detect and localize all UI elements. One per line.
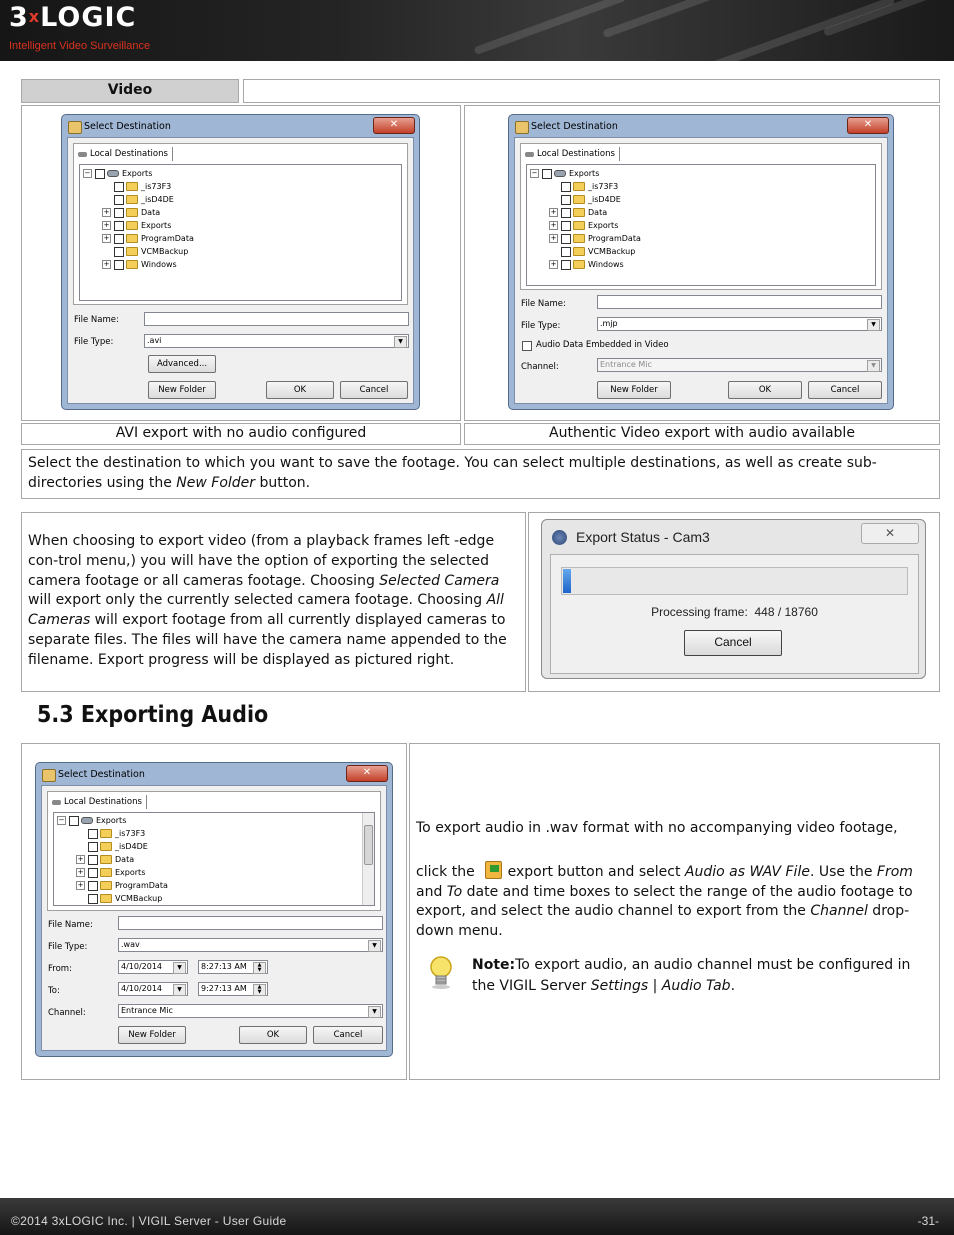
destination-tree[interactable] (53, 812, 375, 906)
folder-icon (100, 868, 112, 877)
folder-icon (100, 842, 112, 851)
checkbox[interactable] (561, 182, 571, 192)
file-type-select[interactable]: .mjp ▼ (597, 317, 882, 331)
tree-node-root[interactable]: − Exports (531, 169, 600, 178)
checkbox[interactable] (561, 195, 571, 205)
page-footer (0, 1198, 954, 1235)
progress-bar (561, 567, 908, 595)
chevron-down-icon: ▼ (173, 962, 186, 974)
tree-node[interactable]: VCMBackup (114, 245, 188, 258)
tree-node[interactable]: _isD4DE (114, 193, 174, 206)
export-status-title: Export Status - Cam3 (576, 529, 710, 545)
folder-icon (515, 121, 529, 134)
cancel-button[interactable]: Cancel (684, 630, 782, 656)
folder-icon (573, 182, 585, 191)
ok-button[interactable]: OK (266, 381, 334, 399)
checkbox[interactable] (561, 208, 571, 218)
from-date-picker[interactable]: 4/10/2014 ▼ (118, 960, 188, 974)
checkbox[interactable] (88, 855, 98, 865)
tree-node[interactable]: + Exports (77, 868, 146, 877)
page-number: -31- (917, 1214, 939, 1228)
checkbox[interactable] (88, 842, 98, 852)
folder-icon (126, 260, 138, 269)
dialog-title: Select Destination (513, 118, 618, 136)
section-title: 5.3 Exporting Audio (37, 702, 269, 728)
tree-node[interactable]: _isD4DE (88, 840, 148, 853)
folder-icon (573, 208, 585, 217)
file-name-label: File Name: (74, 315, 119, 325)
from-label: From: (48, 964, 72, 974)
checkbox[interactable] (561, 247, 571, 257)
chevron-down-icon: ▼ (394, 336, 407, 348)
logo: 3xLOGIC (9, 2, 137, 33)
chevron-down-icon: ▼ (173, 984, 186, 996)
to-date-picker[interactable]: 4/10/2014 ▼ (118, 982, 188, 996)
checkbox[interactable] (114, 260, 124, 270)
caption-avi: AVI export with no audio configured (21, 423, 461, 445)
checkbox[interactable] (88, 868, 98, 878)
drive-icon (525, 152, 534, 157)
tree-node[interactable]: + Data (103, 208, 161, 217)
tree-node[interactable]: + ProgramData (77, 881, 168, 890)
chevron-down-icon: ▼ (368, 940, 381, 952)
channel-label: Channel: (48, 1008, 86, 1018)
checkbox[interactable] (114, 234, 124, 244)
spinner-arrows-icon: ▲ ▼ (253, 962, 266, 974)
select-destination-dialog-wav (35, 762, 393, 1057)
checkbox[interactable] (114, 247, 124, 257)
tree-node[interactable]: _is73F3 (88, 827, 145, 840)
processing-status: Processing frame: 448 / 18760 (651, 605, 818, 619)
drive-icon (78, 152, 87, 157)
select-destination-dialog-avi (61, 114, 420, 410)
folder-icon (100, 894, 112, 903)
progress-fill (563, 569, 571, 593)
folder-icon (126, 247, 138, 256)
checkbox[interactable] (114, 221, 124, 231)
folder-icon (573, 234, 585, 243)
folder-icon (68, 121, 82, 134)
tree-node-root[interactable]: − Exports (84, 169, 153, 178)
tree-node[interactable]: _isD4DE (561, 193, 621, 206)
folder-icon (100, 829, 112, 838)
tree-node[interactable]: + Data (77, 855, 135, 864)
tree-node[interactable]: VCMBackup (88, 892, 162, 905)
tree-node[interactable]: + Exports (103, 221, 172, 230)
checkbox[interactable] (88, 829, 98, 839)
audio-text-paragraph: click the export button and select Audio as WAV File. Use the From and To date and time boxes to select the range of the audio footage to export, and select the audio channel to export from the Channel drop-down menu. (416, 859, 934, 942)
select-destination-dialog-authentic (508, 114, 894, 410)
file-name-label: File Name: (521, 299, 566, 309)
cancel-button[interactable]: Cancel (808, 381, 882, 399)
tree-node[interactable]: _is73F3 (561, 180, 618, 193)
tree-node[interactable]: + Windows (103, 260, 177, 269)
drive-icon (554, 170, 566, 177)
folder-icon (573, 221, 585, 230)
scrollbar[interactable] (362, 813, 374, 905)
folder-icon (573, 260, 585, 269)
footer-text: ©2014 3xLOGIC Inc. | VIGIL Server - User Guide (11, 1214, 287, 1228)
tree-node[interactable]: _is73F3 (114, 180, 171, 193)
tab-local-destinations[interactable]: Local Destinations (523, 147, 620, 161)
chevron-down-icon: ▼ (368, 1006, 381, 1018)
export-audio-icon (483, 859, 503, 879)
description-select-destination: Select the destination to which you want to save the footage. You can select multiple destinations, as well as create sub-directories using the New Folder button. (21, 449, 940, 499)
table-header-video: Video (21, 79, 239, 103)
cancel-button[interactable]: Cancel (313, 1026, 383, 1044)
folder-icon (126, 195, 138, 204)
file-type-select[interactable]: .avi ▼ (144, 334, 409, 348)
close-button[interactable]: ✕ (373, 117, 415, 134)
file-type-label: File Type: (521, 321, 561, 331)
dialog-title: Select Destination (66, 118, 171, 136)
audio-embedded-label: Audio Data Embedded in Video (536, 340, 669, 350)
destination-tree[interactable] (526, 164, 876, 286)
checkbox[interactable] (542, 169, 552, 179)
export-status-dialog (541, 519, 926, 679)
to-label: To: (48, 986, 60, 996)
destination-tree[interactable] (79, 164, 402, 301)
chevron-down-icon: ▼ (867, 360, 880, 372)
file-type-label: File Type: (48, 942, 88, 952)
export-video-text: When choosing to export video (from a playback frames left -edge con-trol menu,) you will have the option of exporting the selected camera footage or all cameras footage. Choosing Selected Camera will export only the currently selected camera footage. Choosing All Cameras will export footage from all currently displayed cameras to separate files. The files will have the camera name appended to the filename. Export progress will be displayed as pictured right. (28, 533, 507, 668)
folder-icon (126, 234, 138, 243)
channel-select[interactable]: Entrance Mic ▼ (118, 1004, 383, 1018)
channel-select[interactable]: Entrance Mic ▼ (597, 358, 882, 372)
chevron-down-icon: ▼ (867, 319, 880, 331)
folder-icon (126, 182, 138, 191)
tree-node[interactable]: + ProgramData (550, 234, 641, 243)
tree-node[interactable]: + Exports (550, 221, 619, 230)
folder-icon (573, 195, 585, 204)
close-button[interactable]: ✕ (861, 523, 919, 544)
close-button[interactable]: ✕ (847, 117, 889, 134)
logo-tagline: Intelligent Video Surveillance (9, 40, 151, 52)
file-name-input[interactable] (144, 312, 409, 326)
drive-icon (81, 817, 93, 824)
folder-icon (42, 769, 56, 782)
checkbox[interactable] (114, 182, 124, 192)
checkbox[interactable] (114, 195, 124, 205)
file-type-select[interactable]: .wav ▼ (118, 938, 383, 952)
checkbox[interactable] (88, 881, 98, 891)
to-time-spinner[interactable]: 9:27:13 AM ▲ ▼ (198, 982, 268, 996)
file-name-input[interactable] (597, 295, 882, 309)
dialog-title: Select Destination (40, 766, 145, 784)
new-folder-button[interactable]: New Folder (148, 381, 216, 399)
tab-local-destinations[interactable]: Local Destinations (50, 795, 147, 809)
caption-authentic: Authentic Video export with audio available (464, 423, 940, 445)
lightbulb-icon (427, 954, 455, 990)
new-folder-button[interactable]: New Folder (118, 1026, 186, 1044)
checkbox[interactable] (561, 221, 571, 231)
folder-icon (100, 855, 112, 864)
drive-icon (107, 170, 119, 177)
audio-text-line1: To export audio in .wav format with no accompanying video footage, (416, 820, 898, 836)
audio-embedded-checkbox[interactable] (522, 341, 532, 351)
advanced-button[interactable]: Advanced... (148, 355, 216, 373)
scrollbar-thumb[interactable] (364, 825, 373, 865)
new-folder-button[interactable]: New Folder (597, 381, 671, 399)
checkbox[interactable] (69, 816, 79, 826)
folder-icon (100, 881, 112, 890)
file-name-label: File Name: (48, 920, 93, 930)
checkbox[interactable] (561, 260, 571, 270)
export-icon (552, 530, 567, 545)
file-type-label: File Type: (74, 337, 114, 347)
checkbox[interactable] (561, 234, 571, 244)
folder-icon (126, 221, 138, 230)
tab-local-destinations[interactable]: Local Destinations (76, 147, 173, 161)
close-button[interactable]: ✕ (346, 765, 388, 782)
note-text: Note:To export audio, an audio channel must be configured in the VIGIL Server Settings | Audio Tab. (472, 957, 911, 994)
checkbox[interactable] (88, 894, 98, 904)
checkbox[interactable] (114, 208, 124, 218)
ok-button[interactable]: OK (239, 1026, 307, 1044)
folder-icon (573, 247, 585, 256)
tree-node-root[interactable]: − Exports (58, 816, 127, 825)
drive-icon (52, 800, 61, 805)
from-time-spinner[interactable]: 8:27:13 AM ▲ ▼ (198, 960, 268, 974)
file-name-input[interactable] (118, 916, 383, 930)
cancel-button[interactable]: Cancel (340, 381, 408, 399)
folder-icon (126, 208, 138, 217)
export-video-description-cell (21, 512, 526, 692)
tree-node[interactable]: VCMBackup (561, 245, 635, 258)
audio-export-text (416, 819, 934, 942)
spinner-arrows-icon: ▲ ▼ (253, 984, 266, 996)
channel-label: Channel: (521, 362, 559, 372)
table-header-empty (243, 79, 940, 103)
ok-button[interactable]: OK (728, 381, 802, 399)
tree-node[interactable]: + ProgramData (103, 234, 194, 243)
tree-node[interactable]: + Windows (550, 260, 624, 269)
tree-node[interactable]: + Data (550, 208, 608, 217)
page-header (0, 0, 954, 61)
checkbox[interactable] (95, 169, 105, 179)
